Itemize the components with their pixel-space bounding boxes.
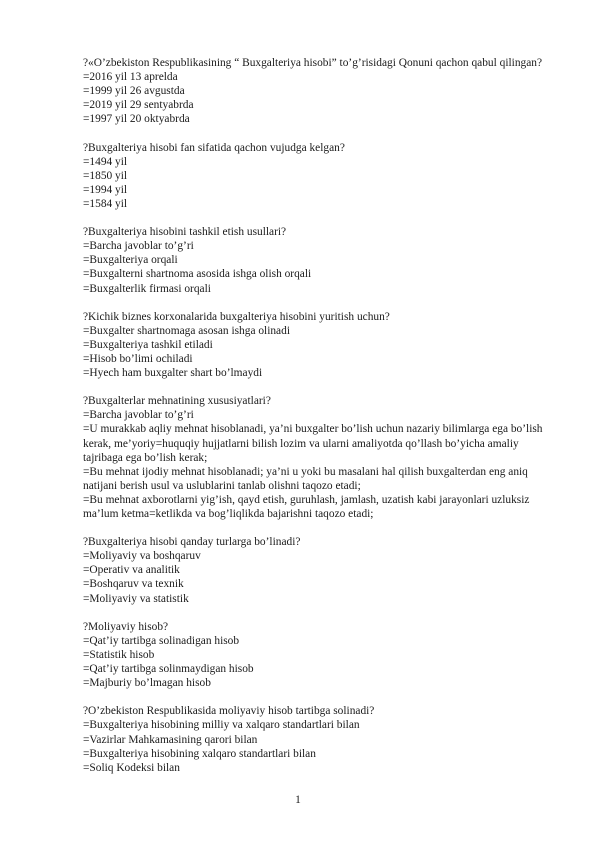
question-text: ?Moliyaviy hisob?	[83, 620, 169, 633]
answer-option: =Moliyaviy va statistik	[83, 592, 189, 605]
answer-option: =Qat’iy tartibga solinmaydigan hisob	[83, 663, 254, 676]
question-block	[83, 56, 553, 126]
answer-option: =Moliyaviy va boshqaruv	[83, 550, 201, 563]
answer-option: =Hisob bo’limi ochiladi	[83, 352, 193, 365]
answer-option: =U murakkab aqliy mehnat hisoblanadi, ya’ni buxgalter bo’lish uchun nazariy bilimlarga ega bo’lish kerak, me’yoriy=huquqiy hujjatlarni bilish lozim va ularni amaliyotda qo’llash bo’yicha amaliy tajribaga ega bo’lish kerak;	[83, 423, 546, 464]
question-block	[83, 394, 553, 521]
answer-option: =Qat’iy tartibga solinadigan hisob	[83, 634, 240, 647]
question-block	[83, 704, 553, 774]
answer-option: =Buxgalteriya hisobining milliy va xalqaro standartlari bilan	[83, 719, 360, 732]
page-number: 1	[295, 794, 301, 806]
question-text: ?Buxgalteriya hisobi qanday turlarga bo’linadi?	[83, 536, 301, 549]
answer-option: =1494 yil	[83, 155, 128, 168]
answer-option: =Operativ va analitik	[83, 564, 180, 577]
question-text: ?Kichik biznes korxonalarida buxgalteriya hisobini yuritish uchun?	[83, 310, 390, 323]
question-text: ?Buxgalterlar mehnatining xususiyatlari?	[83, 395, 271, 408]
answer-option: =Buxgalterni shartnoma asosida ishga olish orqali	[83, 268, 312, 281]
answer-option: =Boshqaruv va texnik	[83, 578, 184, 591]
question-block	[83, 225, 553, 295]
answer-option: =Soliq Kodeksi bilan	[83, 761, 180, 774]
answer-option: =Barcha javoblar to’g’ri	[83, 409, 194, 422]
answer-option: =1997 yil 20 oktyabrda	[83, 113, 190, 126]
answer-option: =Barcha javoblar to’g’ri	[83, 240, 194, 253]
answer-option: =1994 yil	[83, 183, 128, 196]
question-block	[83, 620, 553, 690]
answer-option: =Buxgalteriya hisobining xalqaro standartlari bilan	[83, 747, 316, 760]
answer-option: =Majburiy bo’lmagan hisob	[83, 677, 211, 690]
answer-option: =1584 yil	[83, 197, 128, 210]
answer-option: =Buxgalteriya orqali	[83, 254, 178, 267]
question-block	[83, 310, 553, 380]
answer-option: =1850 yil	[83, 169, 128, 182]
answer-option: =2019 yil 29 sentyabrda	[83, 99, 194, 112]
answer-option: =Hyech ham buxgalter shart bo’lmaydi	[83, 367, 263, 380]
question-block	[83, 141, 553, 211]
answer-option: =Buxgalteriya tashkil etiladi	[83, 338, 213, 351]
question-text: ?Buxgalteriya hisobini tashkil etish usullari?	[83, 226, 287, 239]
question-text: ?O’zbekiston Respublikasida moliyaviy hisob tartibga solinadi?	[83, 705, 375, 718]
answer-option: =Statistik hisob	[83, 648, 155, 661]
answer-option: =2016 yil 13 aprelda	[83, 71, 178, 84]
answer-option: =Vazirlar Mahkamasining qarori bilan	[83, 733, 258, 746]
answer-option: =Buxgalterlik firmasi orqali	[83, 282, 211, 295]
question-text: ?Buxgalteriya hisobi fan sifatida qachon vujudga kelgan?	[83, 141, 345, 154]
answer-option: =Buxgalter shartnomaga asosan ishga olinadi	[83, 324, 290, 337]
question-block	[83, 535, 553, 605]
question-text: ?«O’zbekiston Respublikasining “ Buxgalteriya hisobi” to’g’risidagi Qonuni qachon qabul qilingan?	[83, 57, 543, 69]
answer-option: =Bu mehnat ijodiy mehnat hisoblanadi; ya’ni u yoki bu masalani hal qilish buxgalterdan eng aniq natijani berish usul va uslublarini tanlab olishni taqozo etadi;	[83, 465, 531, 492]
answer-option: =1999 yil 26 avgustda	[83, 85, 185, 98]
question-list	[83, 56, 553, 789]
answer-option: =Bu mehnat axborotlarni yig’ish, qayd etish, guruhlash, jamlash, uzatish kabi jarayonlari uzluksiz ma’lum ketma=ketlikda va bog’liqlikda bajarishni taqozo etadi;	[83, 493, 533, 520]
